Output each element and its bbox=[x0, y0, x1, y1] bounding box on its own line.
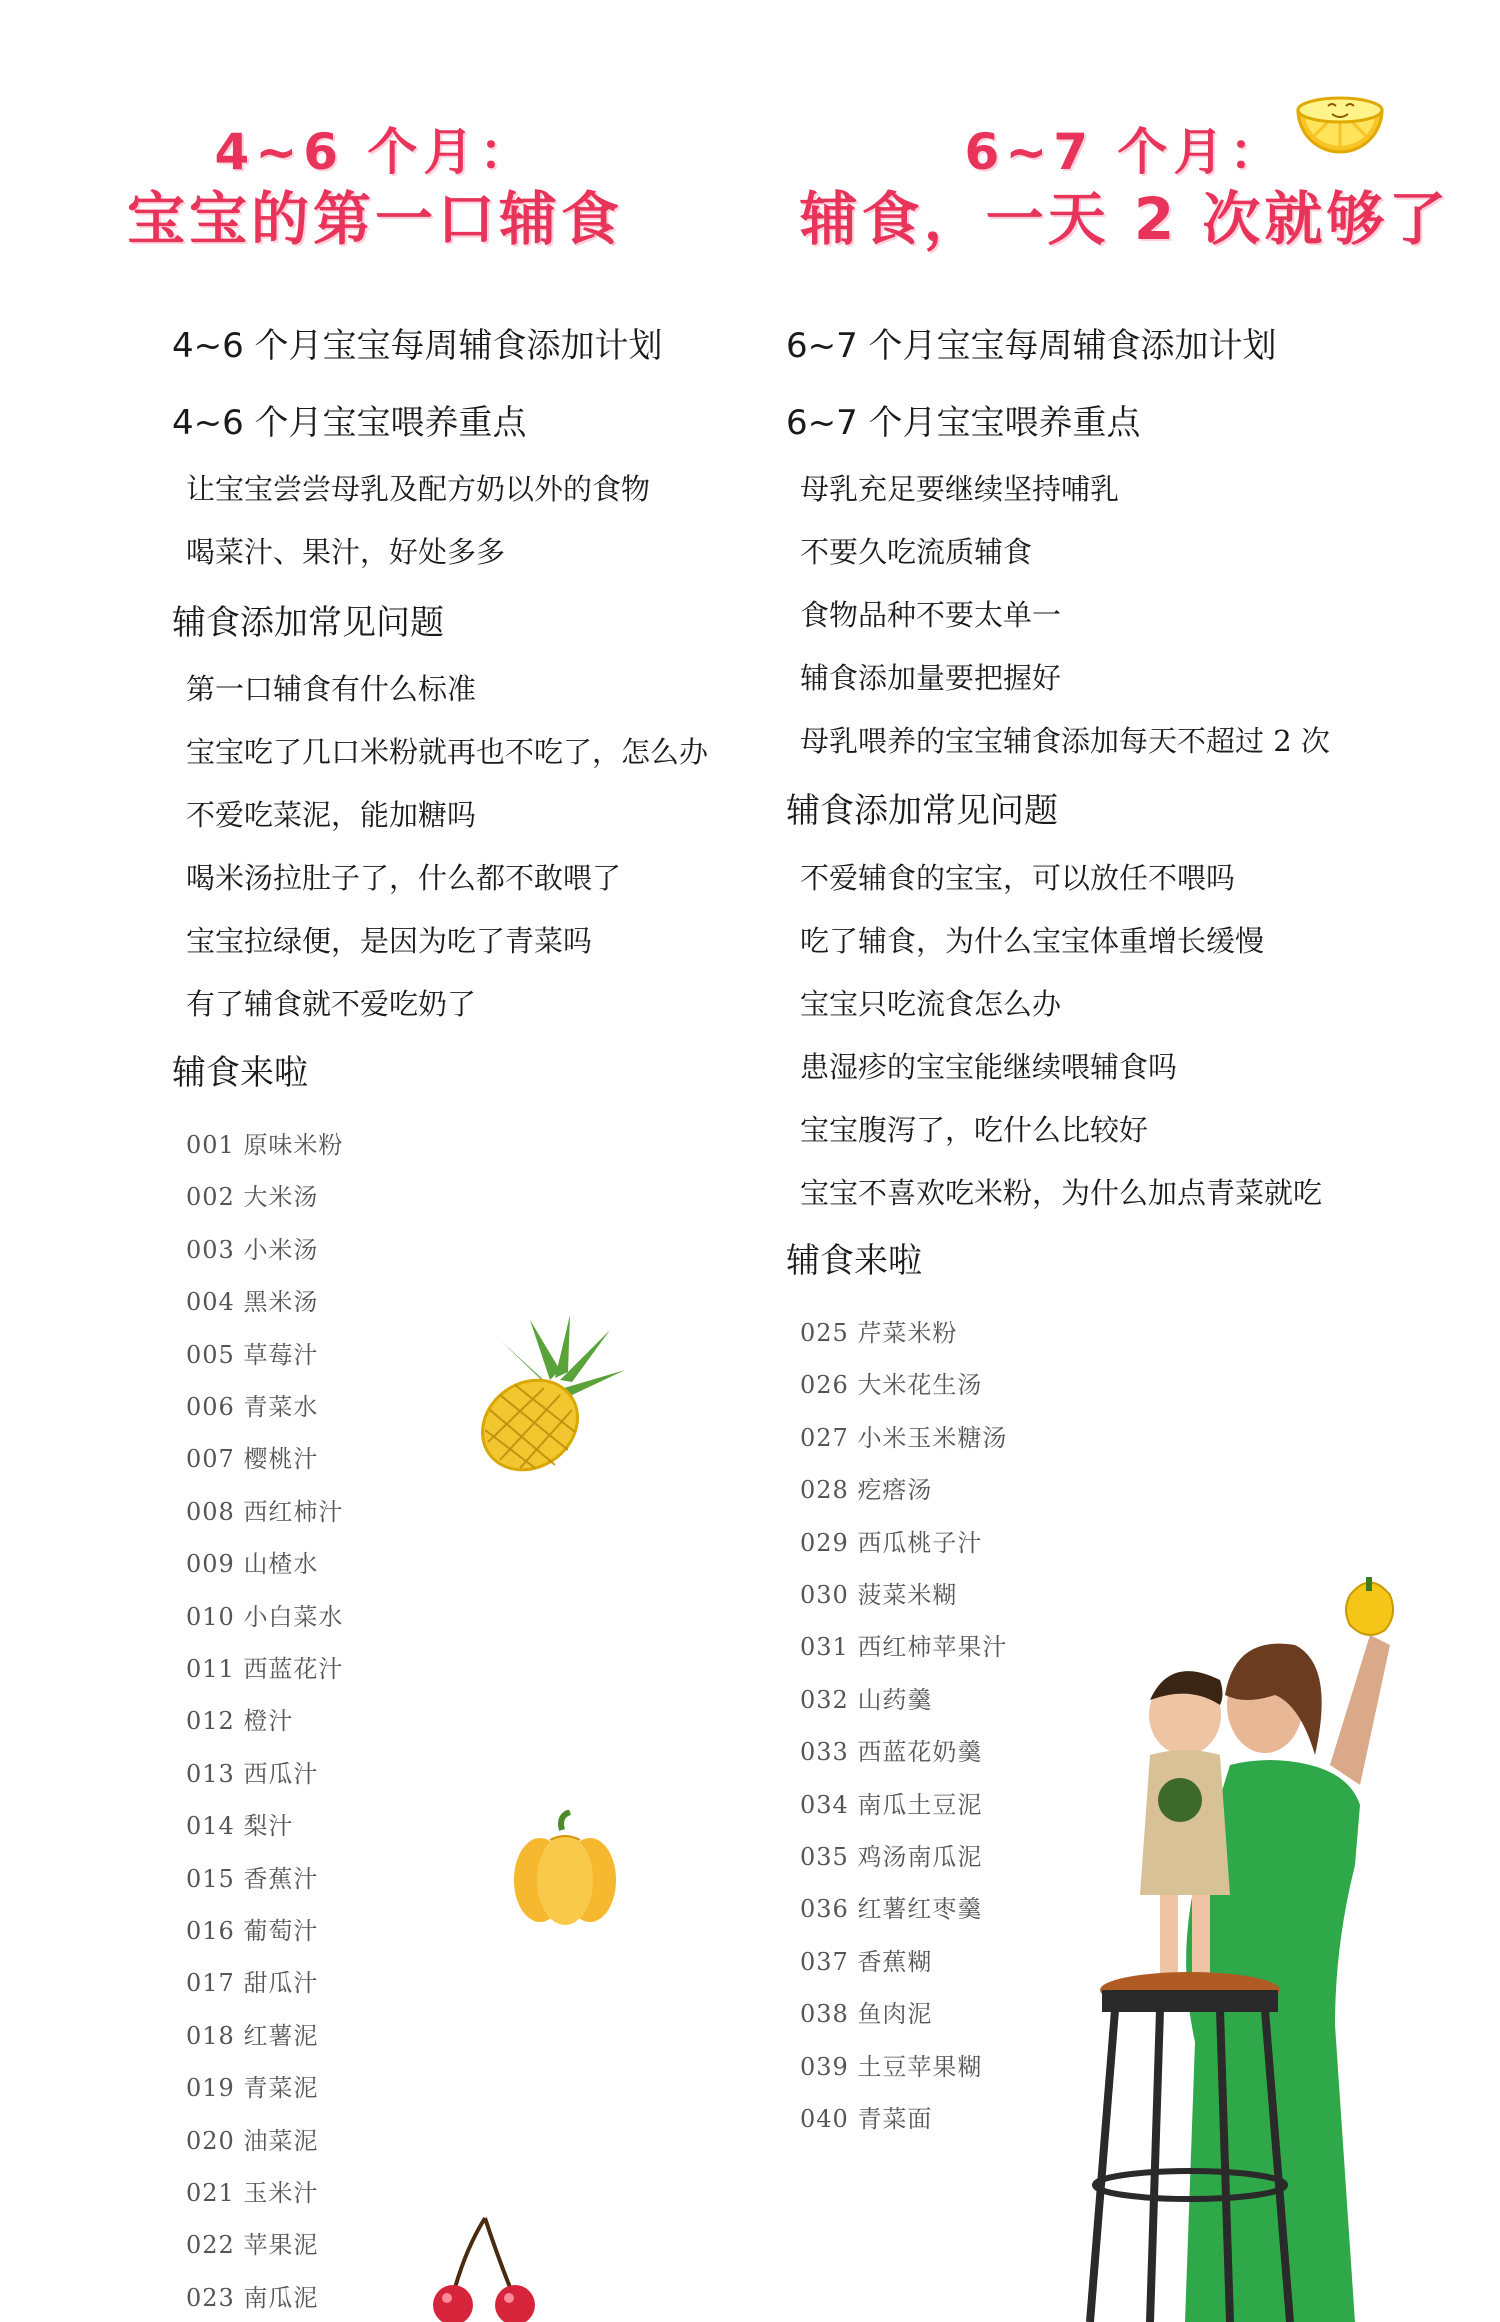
left-focus-item[interactable]: 让宝宝尝尝母乳及配方奶以外的食物 bbox=[186, 472, 651, 506]
left-focus-heading[interactable]: 4~6 个月宝宝喂养重点 bbox=[172, 403, 527, 443]
recipe-item[interactable]: 025 芹菜米粉 bbox=[800, 1319, 958, 1347]
left-plan-heading[interactable]: 4~6 个月宝宝每周辅食添加计划 bbox=[172, 326, 663, 366]
recipe-item[interactable]: 022 苹果泥 bbox=[186, 2231, 319, 2260]
left-faq-item[interactable]: 不爱吃菜泥，能加糖吗 bbox=[186, 798, 477, 832]
recipe-item[interactable]: 016 葡萄汁 bbox=[186, 1917, 319, 1945]
recipe-item[interactable]: 002 大米汤 bbox=[186, 1183, 319, 1212]
recipe-item[interactable]: 003 小米汤 bbox=[186, 1235, 319, 1264]
recipe-item[interactable]: 005 草莓汁 bbox=[186, 1340, 319, 1369]
lemon-icon bbox=[1290, 70, 1390, 160]
right-focus-heading[interactable]: 6~7 个月宝宝喂养重点 bbox=[786, 403, 1141, 443]
recipe-item[interactable]: 033 西蓝花奶羹 bbox=[800, 1738, 983, 1767]
recipe-item[interactable]: 009 山楂水 bbox=[186, 1550, 319, 1579]
recipe-item[interactable]: 011 西蓝花汁 bbox=[186, 1655, 344, 1683]
recipe-item[interactable]: 020 油菜泥 bbox=[186, 2126, 319, 2155]
right-faq-item[interactable]: 吃了辅食，为什么宝宝体重增长缓慢 bbox=[800, 924, 1265, 958]
right-focus-item[interactable]: 母乳充足要继续坚持哺乳 bbox=[800, 472, 1120, 506]
recipe-item[interactable]: 040 青菜面 bbox=[800, 2105, 933, 2133]
recipe-item[interactable]: 007 樱桃汁 bbox=[186, 1445, 319, 1474]
left-faq-item[interactable]: 第一口辅食有什么标准 bbox=[186, 672, 477, 706]
pineapple-icon bbox=[460, 1310, 630, 1480]
recipe-item[interactable]: 004 黑米汤 bbox=[186, 1288, 319, 1317]
recipe-item[interactable]: 013 西瓜汁 bbox=[186, 1759, 319, 1788]
right-title-line2: 辅食，一天 2 次就够了 bbox=[799, 185, 1451, 253]
recipe-item[interactable]: 037 香蕉糊 bbox=[800, 1947, 933, 1976]
left-recipes-heading[interactable]: 辅食来啦 bbox=[172, 1053, 308, 1093]
recipe-item[interactable]: 014 梨汁 bbox=[186, 1812, 294, 1841]
left-faq-item[interactable]: 宝宝拉绿便，是因为吃了青菜吗 bbox=[186, 924, 593, 958]
recipe-item[interactable]: 010 小白菜水 bbox=[186, 1602, 344, 1631]
recipe-item[interactable]: 023 南瓜泥 bbox=[186, 2283, 319, 2312]
right-focus-item[interactable]: 母乳喂养的宝宝辅食添加每天不超过 2 次 bbox=[800, 724, 1330, 758]
right-faq-item[interactable]: 不爱辅食的宝宝，可以放任不喂吗 bbox=[800, 861, 1236, 895]
left-title-line1: 4~6 个月： bbox=[214, 123, 536, 181]
left-title-line2: 宝宝的第一口辅食 bbox=[126, 185, 623, 253]
left-faq-item[interactable]: 宝宝吃了几口米粉就再也不吃了，怎么办 bbox=[186, 735, 709, 769]
recipe-item[interactable]: 036 红薯红枣羹 bbox=[800, 1895, 983, 1924]
recipe-item[interactable]: 029 西瓜桃子汁 bbox=[800, 1528, 983, 1557]
right-faq-item[interactable]: 宝宝不喜欢吃米粉，为什么加点青菜就吃 bbox=[800, 1176, 1323, 1210]
right-focus-item[interactable]: 不要久吃流质辅食 bbox=[800, 535, 1033, 569]
right-faq-item[interactable]: 宝宝腹泻了，吃什么比较好 bbox=[800, 1113, 1149, 1147]
right-faq-item[interactable]: 患湿疹的宝宝能继续喂辅食吗 bbox=[800, 1050, 1178, 1084]
recipe-item[interactable]: 028 疙瘩汤 bbox=[800, 1476, 933, 1505]
right-focus-item[interactable]: 食物品种不要太单一 bbox=[800, 598, 1062, 632]
recipe-item[interactable]: 027 小米玉米糖汤 bbox=[800, 1423, 1008, 1452]
left-focus-item[interactable]: 喝菜汁、果汁，好处多多 bbox=[186, 535, 506, 569]
left-faq-heading[interactable]: 辅食添加常见问题 bbox=[172, 603, 444, 643]
recipe-item[interactable]: 001 原味米粉 bbox=[186, 1131, 344, 1159]
right-recipes-heading[interactable]: 辅食来啦 bbox=[786, 1241, 922, 1281]
left-faq-item[interactable]: 有了辅食就不爱吃奶了 bbox=[186, 987, 477, 1021]
recipe-item[interactable]: 026 大米花生汤 bbox=[800, 1371, 983, 1400]
pumpkin-icon bbox=[510, 1810, 620, 1930]
left-faq-item[interactable]: 喝米汤拉肚子了，什么都不敢喂了 bbox=[186, 861, 622, 895]
recipe-item[interactable]: 038 鱼肉泥 bbox=[800, 2000, 933, 2029]
recipe-item[interactable]: 035 鸡汤南瓜泥 bbox=[800, 1843, 983, 1871]
right-title-line1: 6~7 个月： bbox=[964, 123, 1286, 181]
right-focus-item[interactable]: 辅食添加量要把握好 bbox=[800, 661, 1062, 695]
right-faq-heading[interactable]: 辅食添加常见问题 bbox=[786, 791, 1058, 831]
right-plan-heading[interactable]: 6~7 个月宝宝每周辅食添加计划 bbox=[786, 326, 1277, 366]
recipe-item[interactable]: 019 青菜泥 bbox=[186, 2074, 319, 2103]
recipe-item[interactable]: 031 西红柿苹果汁 bbox=[800, 1633, 1008, 1662]
recipe-item[interactable]: 006 青菜水 bbox=[186, 1393, 319, 1421]
recipe-item[interactable]: 021 玉米汁 bbox=[186, 2179, 319, 2207]
recipe-item[interactable]: 018 红薯泥 bbox=[186, 2021, 319, 2050]
recipe-item[interactable]: 039 土豆苹果糊 bbox=[800, 2052, 983, 2081]
right-faq-item[interactable]: 宝宝只吃流食怎么办 bbox=[800, 987, 1062, 1021]
cherry-icon bbox=[425, 2210, 545, 2322]
recipe-item[interactable]: 008 西红柿汁 bbox=[186, 1497, 344, 1526]
recipe-item[interactable]: 012 橙汁 bbox=[186, 1707, 294, 1736]
recipe-item[interactable]: 017 甜瓜汁 bbox=[186, 1969, 319, 1998]
recipe-item[interactable]: 034 南瓜土豆泥 bbox=[800, 1790, 983, 1819]
recipe-item[interactable]: 015 香蕉汁 bbox=[186, 1864, 319, 1893]
recipe-item[interactable]: 032 山药羹 bbox=[800, 1685, 933, 1714]
mother-child-photo bbox=[1030, 1565, 1430, 2322]
recipe-item[interactable]: 030 菠菜米糊 bbox=[800, 1581, 958, 1609]
